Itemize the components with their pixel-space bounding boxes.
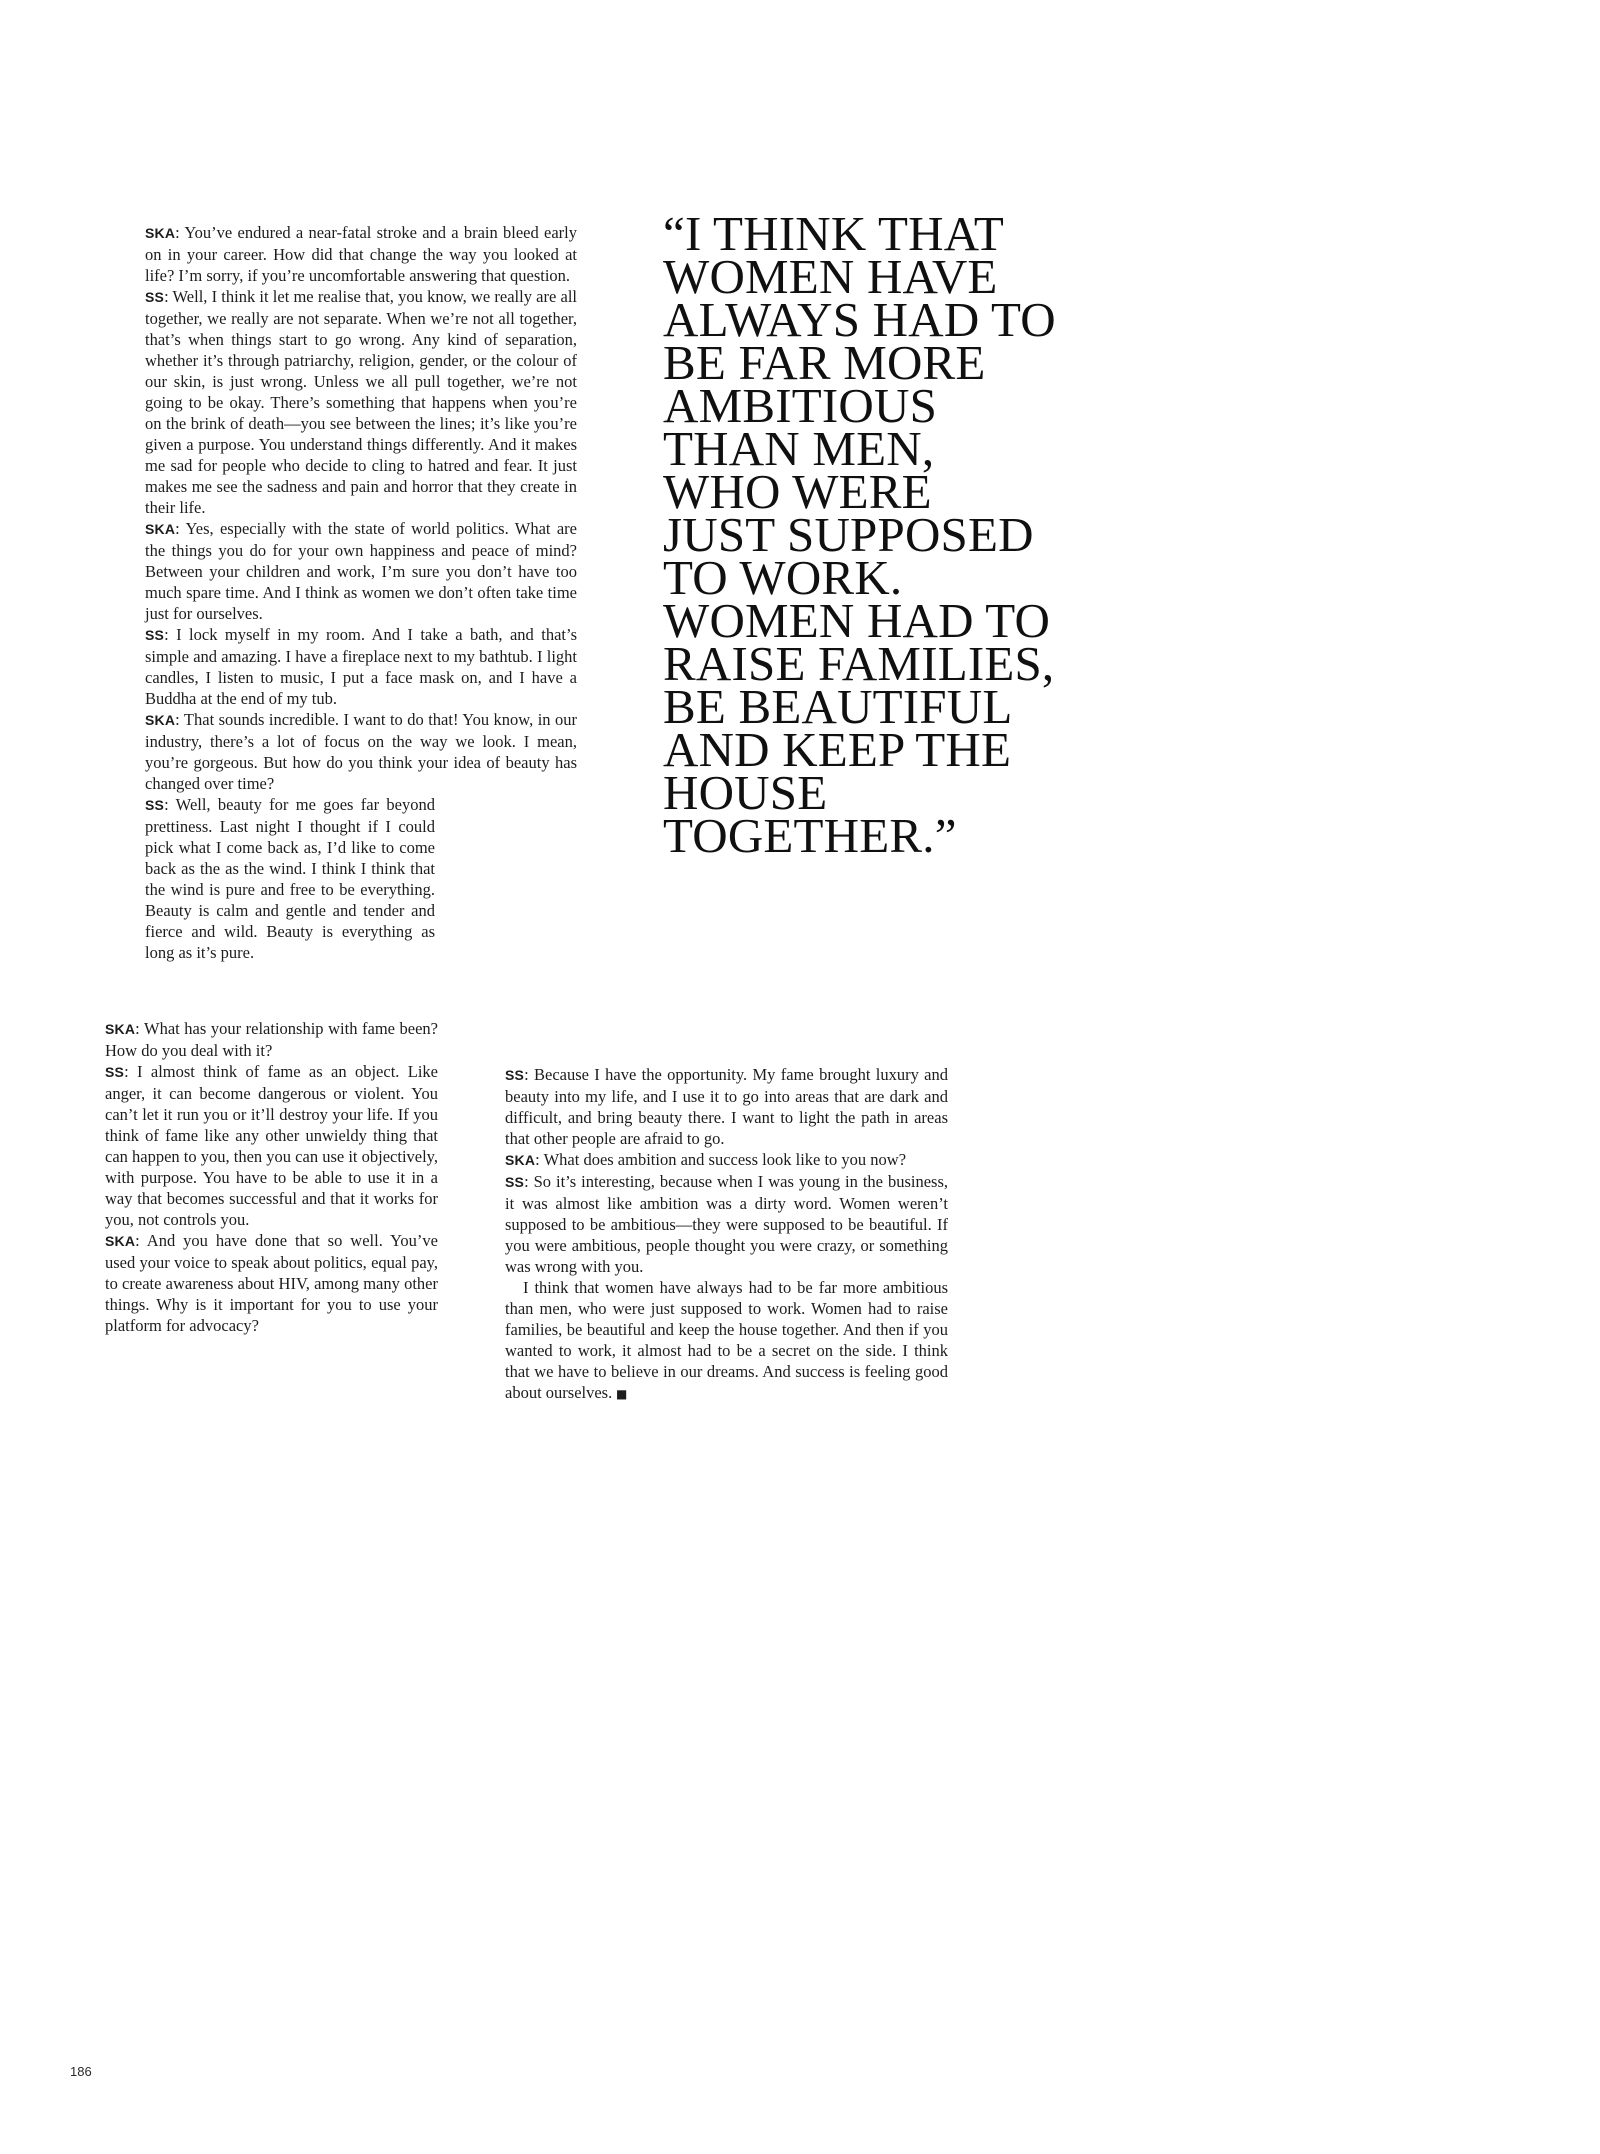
interview-paragraph: SKA: And you have done that so well. You’ve used your voice to speak about politics, equal pay, to create awareness about HIV, among many other things. Why is it important for you to use your platform for advocacy?	[105, 1231, 438, 1335]
interview-paragraph: SS: Well, beauty for me goes far beyond prettiness. Last night I thought if I could pick what I come back as, I’d like to come back as the as the wind. I think I think that the wind is pure and free to be everything. Beauty is calm and gentle and tender and fierce and wild. Beauty is everything as long as it’s pure.	[145, 795, 435, 962]
pull-quote-line: AMBITIOUS	[663, 378, 938, 433]
pull-quote-line: WOMEN HAD TO	[663, 593, 1051, 648]
speaker-label: SS	[105, 1064, 125, 1080]
interview-paragraph: SKA: What does ambition and success look like to you now?	[505, 1150, 907, 1169]
speaker-label: SS	[145, 289, 165, 305]
speaker-label: SS	[145, 797, 165, 813]
speaker-label: SS	[505, 1067, 525, 1083]
pull-quote-line: BE FAR MORE	[663, 335, 986, 390]
pull-quote-line: THAN MEN,	[663, 421, 935, 476]
speaker-label: SS	[505, 1174, 525, 1190]
end-mark: ■	[612, 1387, 628, 1401]
interview-paragraph: SS: I lock myself in my room. And I take a bath, and that’s simple and amazing. I have a fireplace next to my bathtub. I light candles, I listen to music, I put a face mask on, and I have a Buddha at the end of my tub.	[145, 625, 577, 708]
pull-quote-line: JUST SUPPOSED	[663, 507, 1034, 562]
interview-paragraph: I think that women have always had to be far more ambitious than men, who were just supposed to work. Women had to raise families, be beautiful and keep the house together. And then if you wanted to work, it almost had to be a secret on the side. I think that we have to believe in our dreams. And success is feeling good about ourselves. ■	[505, 1278, 948, 1402]
pull-quote-line: AND KEEP THE	[663, 722, 1012, 777]
interview-paragraph: SKA: Yes, especially with the state of world politics. What are the things you do for your own happiness and peace of mind? Between your children and work, I’m sure you don’t have too much spare time. And I think as women we don’t often take time just for ourselves.	[145, 519, 577, 623]
speaker-label: SS	[145, 627, 165, 643]
interview-column-bottom-right	[505, 1064, 948, 1405]
speaker-label: SKA	[145, 712, 176, 728]
pull-quote-line: TO WORK.	[663, 550, 903, 605]
pull-quote-line: BE BEAUTIFUL	[663, 679, 1013, 734]
pull-quote-line: WHO WERE	[663, 464, 932, 519]
pull-quote-line: RAISE FAMILIES,	[663, 636, 1055, 691]
interview-column-top-left	[145, 222, 577, 963]
speaker-label: SKA	[105, 1233, 136, 1249]
pull-quote-line: WOMEN HAVE	[663, 249, 998, 304]
speaker-label: SKA	[505, 1152, 536, 1168]
speaker-label: SKA	[105, 1021, 136, 1037]
pull-quote	[663, 206, 1063, 863]
pull-quote-line: HOUSE	[663, 765, 828, 820]
interview-paragraph: SS: Well, I think it let me realise that, you know, we really are all together, we really are not separate. When we’re not all together, that’s when things start to go wrong. Any kind of separation, whether it’s through patriarchy, religion, gender, or the colour of our skin, is just wrong. Unless we all pull together, we’re not going to be okay. There’s something that happens when you’re on the brink of death—you see between the lines; it’s like you’re given a purpose. You understand things differently. And it makes me sad for people who decide to cling to hatred and fear. It just makes me see the sadness and pain and horror that they create in their life.	[145, 287, 577, 517]
pull-quote-line: “I THINK THAT	[663, 206, 1005, 261]
page-number: 186	[70, 2064, 92, 2079]
speaker-label: SKA	[145, 521, 176, 537]
interview-paragraph: SKA: That sounds incredible. I want to do that! You know, in our industry, there’s a lot of focus on the way we look. I mean, you’re gorgeous. But how do you think your idea of beauty has changed over time?	[145, 710, 577, 793]
pull-quote-line: TOGETHER.”	[663, 808, 957, 863]
interview-paragraph: SS: So it’s interesting, because when I was young in the business, it was almost like ambition was a dirty word. Women weren’t supposed to be ambitious—they were supposed to be beautiful. If you were ambitious, people thought you were crazy, or something was wrong with you.	[505, 1172, 948, 1276]
interview-paragraph: SS: I almost think of fame as an object. Like anger, it can become dangerous or violent. You can’t let it run you or it’ll destroy your life. If you think of fame like any other unwieldy thing that can happen to you, then you can use it objectively, with purpose. You have to be able to use it in a way that becomes successful and that it works for you, not controls you.	[105, 1062, 438, 1229]
interview-paragraph: SKA: You’ve endured a near-fatal stroke and a brain bleed early on in your career. How did that change the way you looked at life? I’m sorry, if you’re uncomfortable answering that question.	[145, 223, 577, 285]
pull-quote-line: ALWAYS HAD TO	[663, 292, 1056, 347]
interview-column-bottom-left	[105, 1018, 438, 1336]
speaker-label: SKA	[145, 225, 176, 241]
interview-paragraph: SS: Because I have the opportunity. My fame brought luxury and beauty into my life, and I use it to go into areas that are dark and difficult, and bring beauty there. I want to light the path in areas that other people are afraid to go.	[505, 1065, 948, 1148]
interview-paragraph: SKA: What has your relationship with fame been? How do you deal with it?	[105, 1019, 438, 1060]
